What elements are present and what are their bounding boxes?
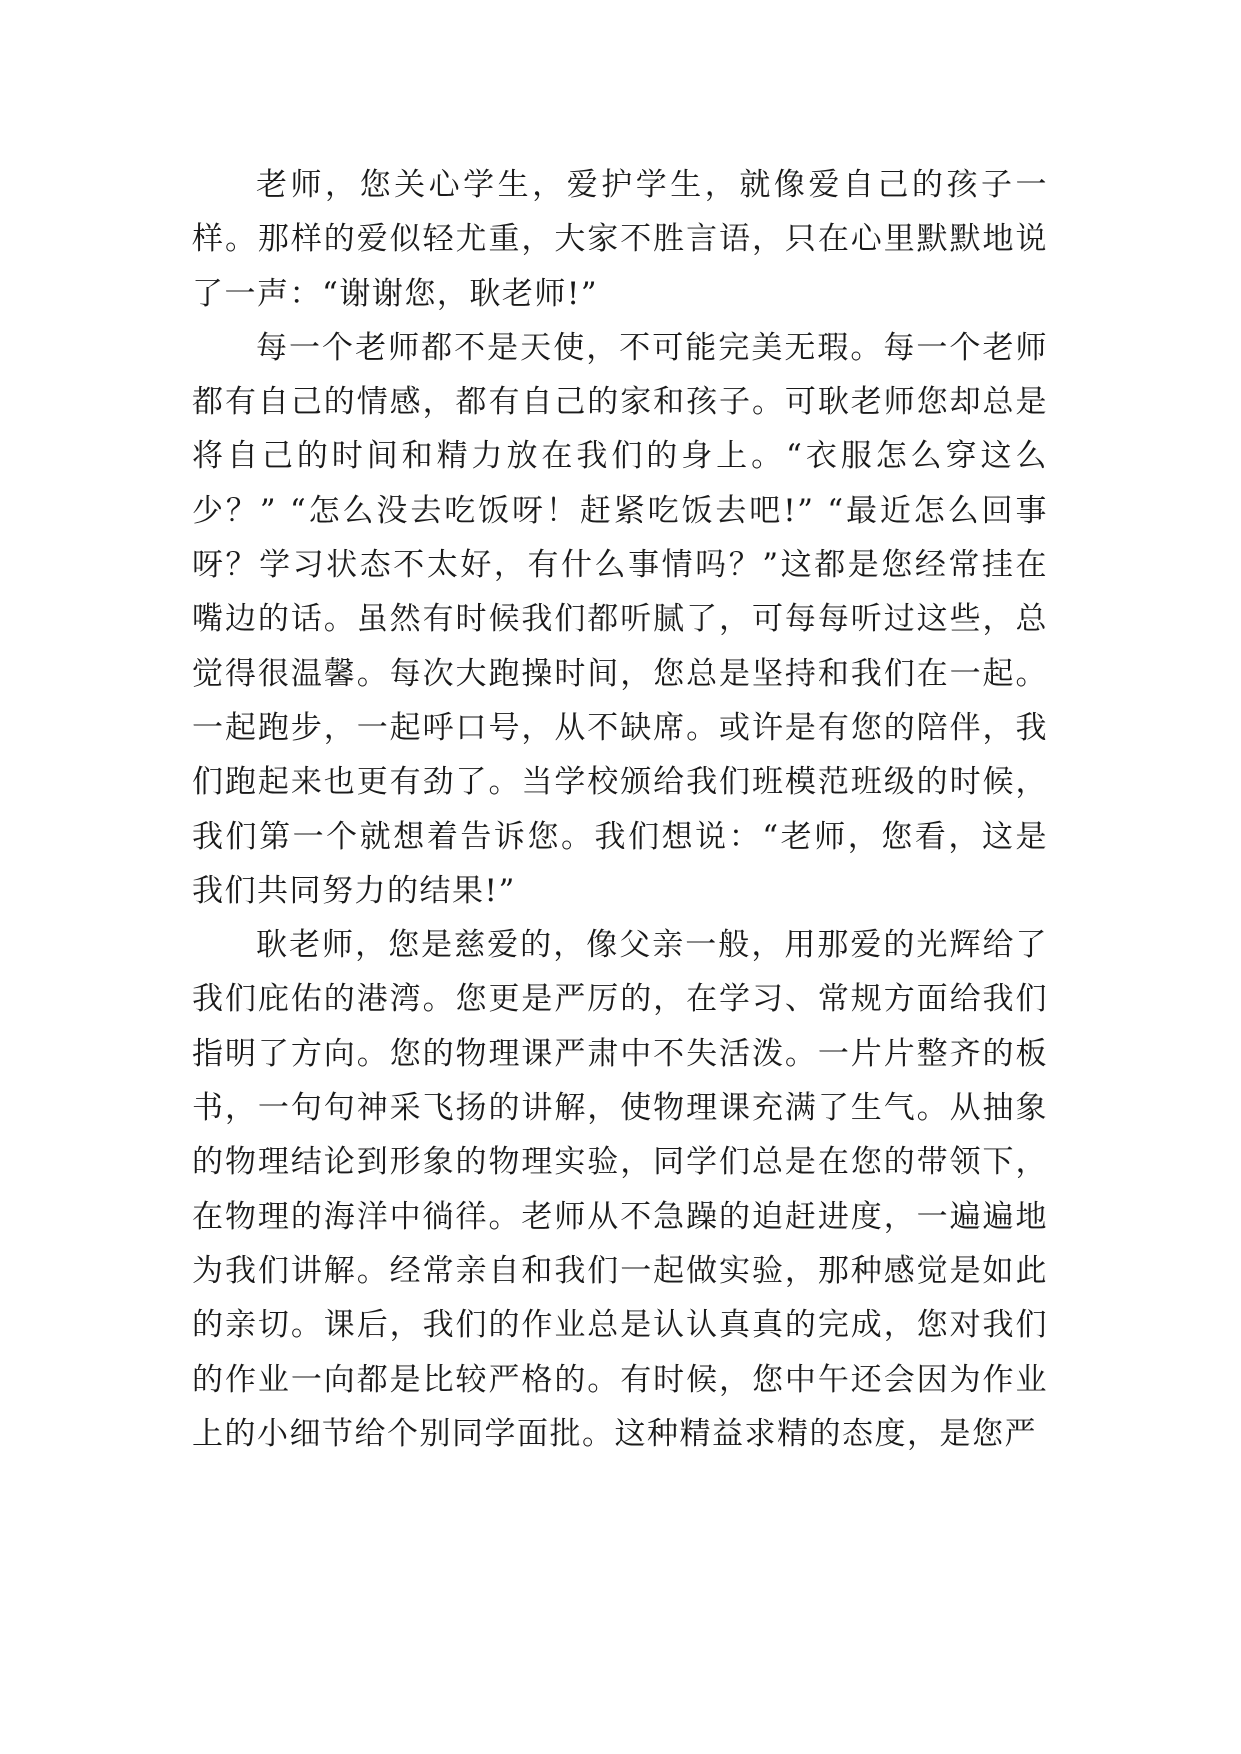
paragraph-1: 老师，您关心学生，爱护学生，就像爱自己的孩子一样。那样的爱似轻尤重，大家不胜言语，只在心里默默地说了一声：“谢谢您，耿老师!” xyxy=(192,167,1048,312)
paragraph-3: 耿老师，您是慈爱的，像父亲一般，用那爱的光辉给了我们庇佑的港湾。您更是严厉的，在学习、常规方面给我们指明了方向。您的物理课严肃中不失活泼。一片片整齐的板书，一句句神采飞扬的讲解，使物理课充满了生气。从抽象的物理结论到形象的物理实验，同学们总是在您的带领下，在物理的海洋中徜徉。老师从不急躁的迫赶进度，一遍遍地为我们讲解。经常亲自和我们一起做实验，那种感觉是如此的亲切。课后，我们的作业总是认认真真的完成，您对我们的作业一向都是比较严格的。有时候，您中午还会因为作业上的小细节给个别同学面批。这种精益求精的态度，是您严 xyxy=(192,927,1048,1452)
paragraph-2: 每一个老师都不是天使，不可能完美无瑕。每一个老师都有自己的情感，都有自己的家和孩子。可耿老师您却总是将自己的时间和精力放在我们的身上。“衣服怎么穿这么少？” “怎么没去吃饭呀！赶紧吃饭去吧!” “最近怎么回事呀？学习状态不太好，有什么事情吗？”这都是您经常挂在嘴边的话。虽然有时候我们都听腻了，可每每听过这些，总觉得很温馨。每次大跑操时间，您总是坚持和我们在一起。一起跑步，一起呼口号，从不缺席。或许是有您的陪伴，我们跑起来也更有劲了。当学校颁给我们班模范班级的时候，我们第一个就想着告诉您。我们想说：“老师，您看，这是我们共同努力的结果!” xyxy=(192,329,1048,909)
document-body xyxy=(192,158,1048,1461)
